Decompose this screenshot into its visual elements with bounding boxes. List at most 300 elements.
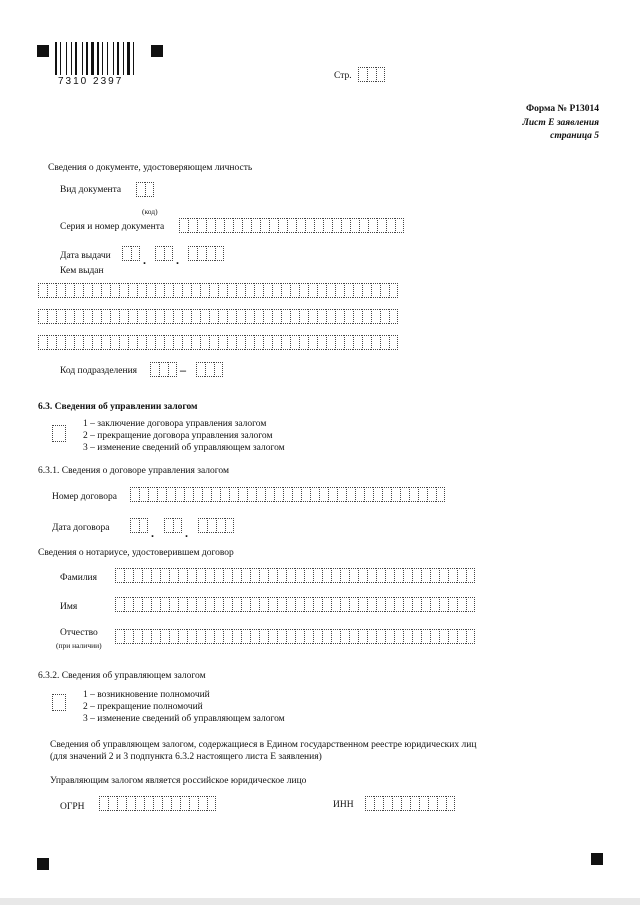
division-code-part1[interactable] [150,362,177,377]
character-cell[interactable] [382,487,391,502]
character-cell[interactable] [256,487,265,502]
surname-cells[interactable] [115,568,475,583]
character-cell[interactable] [322,597,331,612]
character-cell[interactable] [335,335,344,350]
character-cell[interactable] [209,335,218,350]
character-cell[interactable] [392,796,401,811]
character-cell[interactable] [128,283,137,298]
character-cell[interactable] [169,629,178,644]
character-cell[interactable] [209,283,218,298]
character-cell[interactable] [187,597,196,612]
character-cell[interactable] [169,597,178,612]
character-cell[interactable] [215,246,224,261]
character-cell[interactable] [200,309,209,324]
character-cell[interactable] [196,362,205,377]
character-cell[interactable] [200,335,209,350]
character-cell[interactable] [268,568,277,583]
character-cell[interactable] [214,597,223,612]
character-cell[interactable] [56,309,65,324]
character-cell[interactable] [92,283,101,298]
character-cell[interactable] [466,568,475,583]
character-cell[interactable] [139,487,148,502]
character-cell[interactable] [259,597,268,612]
character-cell[interactable] [349,629,358,644]
character-cell[interactable] [164,246,173,261]
character-cell[interactable] [263,283,272,298]
character-cell[interactable] [371,283,380,298]
character-cell[interactable] [151,597,160,612]
character-cell[interactable] [386,218,395,233]
character-cell[interactable] [227,283,236,298]
character-cell[interactable] [332,218,341,233]
character-cell[interactable] [92,335,101,350]
contract-date-month[interactable] [164,518,182,533]
character-cell[interactable] [164,335,173,350]
character-cell[interactable] [65,335,74,350]
character-cell[interactable] [117,796,126,811]
character-cell[interactable] [274,487,283,502]
series-number-cells[interactable] [179,218,404,233]
character-cell[interactable] [326,309,335,324]
character-cell[interactable] [175,487,184,502]
character-cell[interactable] [317,283,326,298]
character-cell[interactable] [137,309,146,324]
character-cell[interactable] [126,796,135,811]
pledge-management-code-cell[interactable] [52,425,66,442]
character-cell[interactable] [136,182,145,197]
character-cell[interactable] [245,283,254,298]
character-cell[interactable] [385,629,394,644]
character-cell[interactable] [137,283,146,298]
character-cell[interactable] [263,309,272,324]
character-cell[interactable] [373,487,382,502]
character-cell[interactable] [308,283,317,298]
character-cell[interactable] [317,335,326,350]
character-cell[interactable] [182,309,191,324]
inn-cells[interactable] [365,796,455,811]
character-cell[interactable] [308,335,317,350]
character-cell[interactable] [421,568,430,583]
character-cell[interactable] [277,568,286,583]
character-cell[interactable] [74,335,83,350]
character-cell[interactable] [92,309,101,324]
character-cell[interactable] [232,568,241,583]
character-cell[interactable] [236,309,245,324]
character-cell[interactable] [290,283,299,298]
character-cell[interactable] [350,218,359,233]
character-cell[interactable] [188,246,197,261]
character-cell[interactable] [430,629,439,644]
character-cell[interactable] [254,283,263,298]
character-cell[interactable] [305,218,314,233]
character-cell[interactable] [344,309,353,324]
character-cell[interactable] [353,283,362,298]
patronymic-cells[interactable] [115,629,475,644]
character-cell[interactable] [313,597,322,612]
character-cell[interactable] [173,518,182,533]
character-cell[interactable] [168,362,177,377]
character-cell[interactable] [250,629,259,644]
character-cell[interactable] [304,597,313,612]
character-cell[interactable] [241,629,250,644]
character-cell[interactable] [207,796,216,811]
character-cell[interactable] [191,335,200,350]
character-cell[interactable] [110,283,119,298]
character-cell[interactable] [439,568,448,583]
character-cell[interactable] [223,597,232,612]
character-cell[interactable] [151,568,160,583]
character-cell[interactable] [259,568,268,583]
character-cell[interactable] [272,283,281,298]
character-cell[interactable] [146,309,155,324]
character-cell[interactable] [355,487,364,502]
contract-number-cells[interactable] [130,487,445,502]
character-cell[interactable] [295,568,304,583]
character-cell[interactable] [38,309,47,324]
character-cell[interactable] [272,309,281,324]
character-cell[interactable] [101,335,110,350]
character-cell[interactable] [436,487,445,502]
character-cell[interactable] [142,568,151,583]
character-cell[interactable] [380,309,389,324]
character-cell[interactable] [139,518,148,533]
issued-by-row-3[interactable] [38,335,398,350]
character-cell[interactable] [317,309,326,324]
character-cell[interactable] [188,218,197,233]
character-cell[interactable] [263,335,272,350]
character-cell[interactable] [214,568,223,583]
division-code-part2[interactable] [196,362,223,377]
character-cell[interactable] [281,335,290,350]
character-cell[interactable] [383,796,392,811]
character-cell[interactable] [171,796,180,811]
character-cell[interactable] [83,309,92,324]
character-cell[interactable] [314,218,323,233]
character-cell[interactable] [251,218,260,233]
character-cell[interactable] [376,597,385,612]
character-cell[interactable] [277,629,286,644]
character-cell[interactable] [403,629,412,644]
character-cell[interactable] [466,597,475,612]
contract-date-day[interactable] [130,518,148,533]
character-cell[interactable] [83,335,92,350]
character-cell[interactable] [269,218,278,233]
character-cell[interactable] [322,568,331,583]
character-cell[interactable] [358,568,367,583]
character-cell[interactable] [191,309,200,324]
character-cell[interactable] [410,796,419,811]
character-cell[interactable] [137,335,146,350]
manager-code-cell[interactable] [52,694,66,711]
character-cell[interactable] [122,246,131,261]
character-cell[interactable] [376,568,385,583]
character-cell[interactable] [205,597,214,612]
character-cell[interactable] [340,629,349,644]
character-cell[interactable] [160,597,169,612]
character-cell[interactable] [401,796,410,811]
character-cell[interactable] [385,597,394,612]
character-cell[interactable] [326,283,335,298]
character-cell[interactable] [371,335,380,350]
character-cell[interactable] [38,335,47,350]
character-cell[interactable] [224,218,233,233]
character-cell[interactable] [389,283,398,298]
character-cell[interactable] [196,597,205,612]
character-cell[interactable] [218,283,227,298]
character-cell[interactable] [236,283,245,298]
character-cell[interactable] [457,629,466,644]
character-cell[interactable] [295,597,304,612]
character-cell[interactable] [110,335,119,350]
character-cell[interactable] [389,309,398,324]
character-cell[interactable] [130,487,139,502]
character-cell[interactable] [179,218,188,233]
character-cell[interactable] [374,796,383,811]
character-cell[interactable] [427,487,436,502]
character-cell[interactable] [296,218,305,233]
character-cell[interactable] [227,309,236,324]
character-cell[interactable] [220,487,229,502]
character-cell[interactable] [196,629,205,644]
character-cell[interactable] [115,597,124,612]
character-cell[interactable] [223,629,232,644]
character-cell[interactable] [364,487,373,502]
character-cell[interactable] [419,796,428,811]
character-cell[interactable] [448,597,457,612]
character-cell[interactable] [124,629,133,644]
character-cell[interactable] [359,218,368,233]
character-cell[interactable] [254,309,263,324]
character-cell[interactable] [47,335,56,350]
character-cell[interactable] [331,629,340,644]
character-cell[interactable] [211,487,220,502]
character-cell[interactable] [295,629,304,644]
character-cell[interactable] [110,309,119,324]
character-cell[interactable] [223,568,232,583]
character-cell[interactable] [151,629,160,644]
character-cell[interactable] [365,796,374,811]
character-cell[interactable] [377,218,386,233]
character-cell[interactable] [358,597,367,612]
character-cell[interactable] [119,283,128,298]
character-cell[interactable] [206,246,215,261]
character-cell[interactable] [153,796,162,811]
character-cell[interactable] [362,335,371,350]
character-cell[interactable] [466,629,475,644]
character-cell[interactable] [299,283,308,298]
character-cell[interactable] [304,568,313,583]
character-cell[interactable] [299,335,308,350]
character-cell[interactable] [290,309,299,324]
character-cell[interactable] [232,597,241,612]
character-cell[interactable] [301,487,310,502]
character-cell[interactable] [146,283,155,298]
character-cell[interactable] [164,283,173,298]
character-cell[interactable] [362,309,371,324]
character-cell[interactable] [145,182,154,197]
character-cell[interactable] [380,335,389,350]
character-cell[interactable] [144,796,153,811]
character-cell[interactable] [457,568,466,583]
ogrn-cells[interactable] [99,796,216,811]
issue-date-year[interactable] [188,246,224,261]
character-cell[interactable] [47,283,56,298]
character-cell[interactable] [457,597,466,612]
character-cell[interactable] [421,629,430,644]
character-cell[interactable] [287,218,296,233]
character-cell[interactable] [182,335,191,350]
character-cell[interactable] [323,218,332,233]
character-cell[interactable] [380,283,389,298]
character-cell[interactable] [233,218,242,233]
character-cell[interactable] [259,629,268,644]
character-cell[interactable] [353,309,362,324]
character-cell[interactable] [238,487,247,502]
character-cell[interactable] [358,629,367,644]
character-cell[interactable] [182,283,191,298]
character-cell[interactable] [319,487,328,502]
character-cell[interactable] [242,218,251,233]
character-cell[interactable] [409,487,418,502]
character-cell[interactable] [286,629,295,644]
character-cell[interactable] [160,629,169,644]
character-cell[interactable] [74,283,83,298]
character-cell[interactable] [206,218,215,233]
character-cell[interactable] [310,487,319,502]
character-cell[interactable] [385,568,394,583]
character-cell[interactable] [430,568,439,583]
character-cell[interactable] [198,796,207,811]
character-cell[interactable] [160,568,169,583]
character-cell[interactable] [337,487,346,502]
character-cell[interactable] [241,597,250,612]
character-cell[interactable] [164,309,173,324]
character-cell[interactable] [157,487,166,502]
character-cell[interactable] [232,629,241,644]
character-cell[interactable] [346,487,355,502]
character-cell[interactable] [299,309,308,324]
character-cell[interactable] [178,629,187,644]
character-cell[interactable] [412,629,421,644]
character-cell[interactable] [142,629,151,644]
character-cell[interactable] [362,283,371,298]
character-cell[interactable] [155,335,164,350]
character-cell[interactable] [290,335,299,350]
character-cell[interactable] [376,67,385,82]
character-cell[interactable] [391,487,400,502]
first-name-cells[interactable] [115,597,475,612]
character-cell[interactable] [308,309,317,324]
character-cell[interactable] [322,629,331,644]
character-cell[interactable] [101,309,110,324]
character-cell[interactable] [340,568,349,583]
character-cell[interactable] [292,487,301,502]
character-cell[interactable] [225,518,234,533]
character-cell[interactable] [101,283,110,298]
character-cell[interactable] [371,309,380,324]
character-cell[interactable] [128,335,137,350]
character-cell[interactable] [418,487,427,502]
character-cell[interactable] [353,335,362,350]
character-cell[interactable] [341,218,350,233]
character-cell[interactable] [403,597,412,612]
character-cell[interactable] [128,309,137,324]
character-cell[interactable] [367,67,376,82]
character-cell[interactable] [340,597,349,612]
character-cell[interactable] [439,597,448,612]
character-cell[interactable] [178,597,187,612]
character-cell[interactable] [187,629,196,644]
character-cell[interactable] [268,597,277,612]
character-cell[interactable] [344,335,353,350]
issue-date-month[interactable] [155,246,173,261]
character-cell[interactable] [173,335,182,350]
character-cell[interactable] [133,629,142,644]
character-cell[interactable] [430,597,439,612]
character-cell[interactable] [247,487,256,502]
character-cell[interactable] [281,309,290,324]
character-cell[interactable] [38,283,47,298]
character-cell[interactable] [448,629,457,644]
character-cell[interactable] [421,597,430,612]
character-cell[interactable] [74,309,83,324]
character-cell[interactable] [119,309,128,324]
character-cell[interactable] [207,518,216,533]
character-cell[interactable] [173,283,182,298]
character-cell[interactable] [180,796,189,811]
character-cell[interactable] [281,283,290,298]
character-cell[interactable] [368,218,377,233]
character-cell[interactable] [173,309,182,324]
issued-by-row-1[interactable] [38,283,398,298]
character-cell[interactable] [229,487,238,502]
character-cell[interactable] [394,568,403,583]
character-cell[interactable] [214,629,223,644]
character-cell[interactable] [202,487,211,502]
character-cell[interactable] [313,629,322,644]
character-cell[interactable] [197,246,206,261]
character-cell[interactable] [146,335,155,350]
character-cell[interactable] [358,67,367,82]
character-cell[interactable] [164,518,173,533]
character-cell[interactable] [218,335,227,350]
character-cell[interactable] [135,796,144,811]
character-cell[interactable] [394,597,403,612]
character-cell[interactable] [187,568,196,583]
character-cell[interactable] [150,362,159,377]
character-cell[interactable] [272,335,281,350]
character-cell[interactable] [250,597,259,612]
character-cell[interactable] [83,283,92,298]
character-cell[interactable] [254,335,263,350]
character-cell[interactable] [367,568,376,583]
character-cell[interactable] [367,629,376,644]
character-cell[interactable] [65,283,74,298]
character-cell[interactable] [286,597,295,612]
character-cell[interactable] [148,487,157,502]
character-cell[interactable] [169,568,178,583]
issue-date-day[interactable] [122,246,140,261]
character-cell[interactable] [446,796,455,811]
character-cell[interactable] [403,568,412,583]
character-cell[interactable] [115,629,124,644]
character-cell[interactable] [389,335,398,350]
contract-date-year[interactable] [198,518,234,533]
character-cell[interactable] [162,796,171,811]
character-cell[interactable] [124,597,133,612]
character-cell[interactable] [313,568,322,583]
character-cell[interactable] [215,218,224,233]
